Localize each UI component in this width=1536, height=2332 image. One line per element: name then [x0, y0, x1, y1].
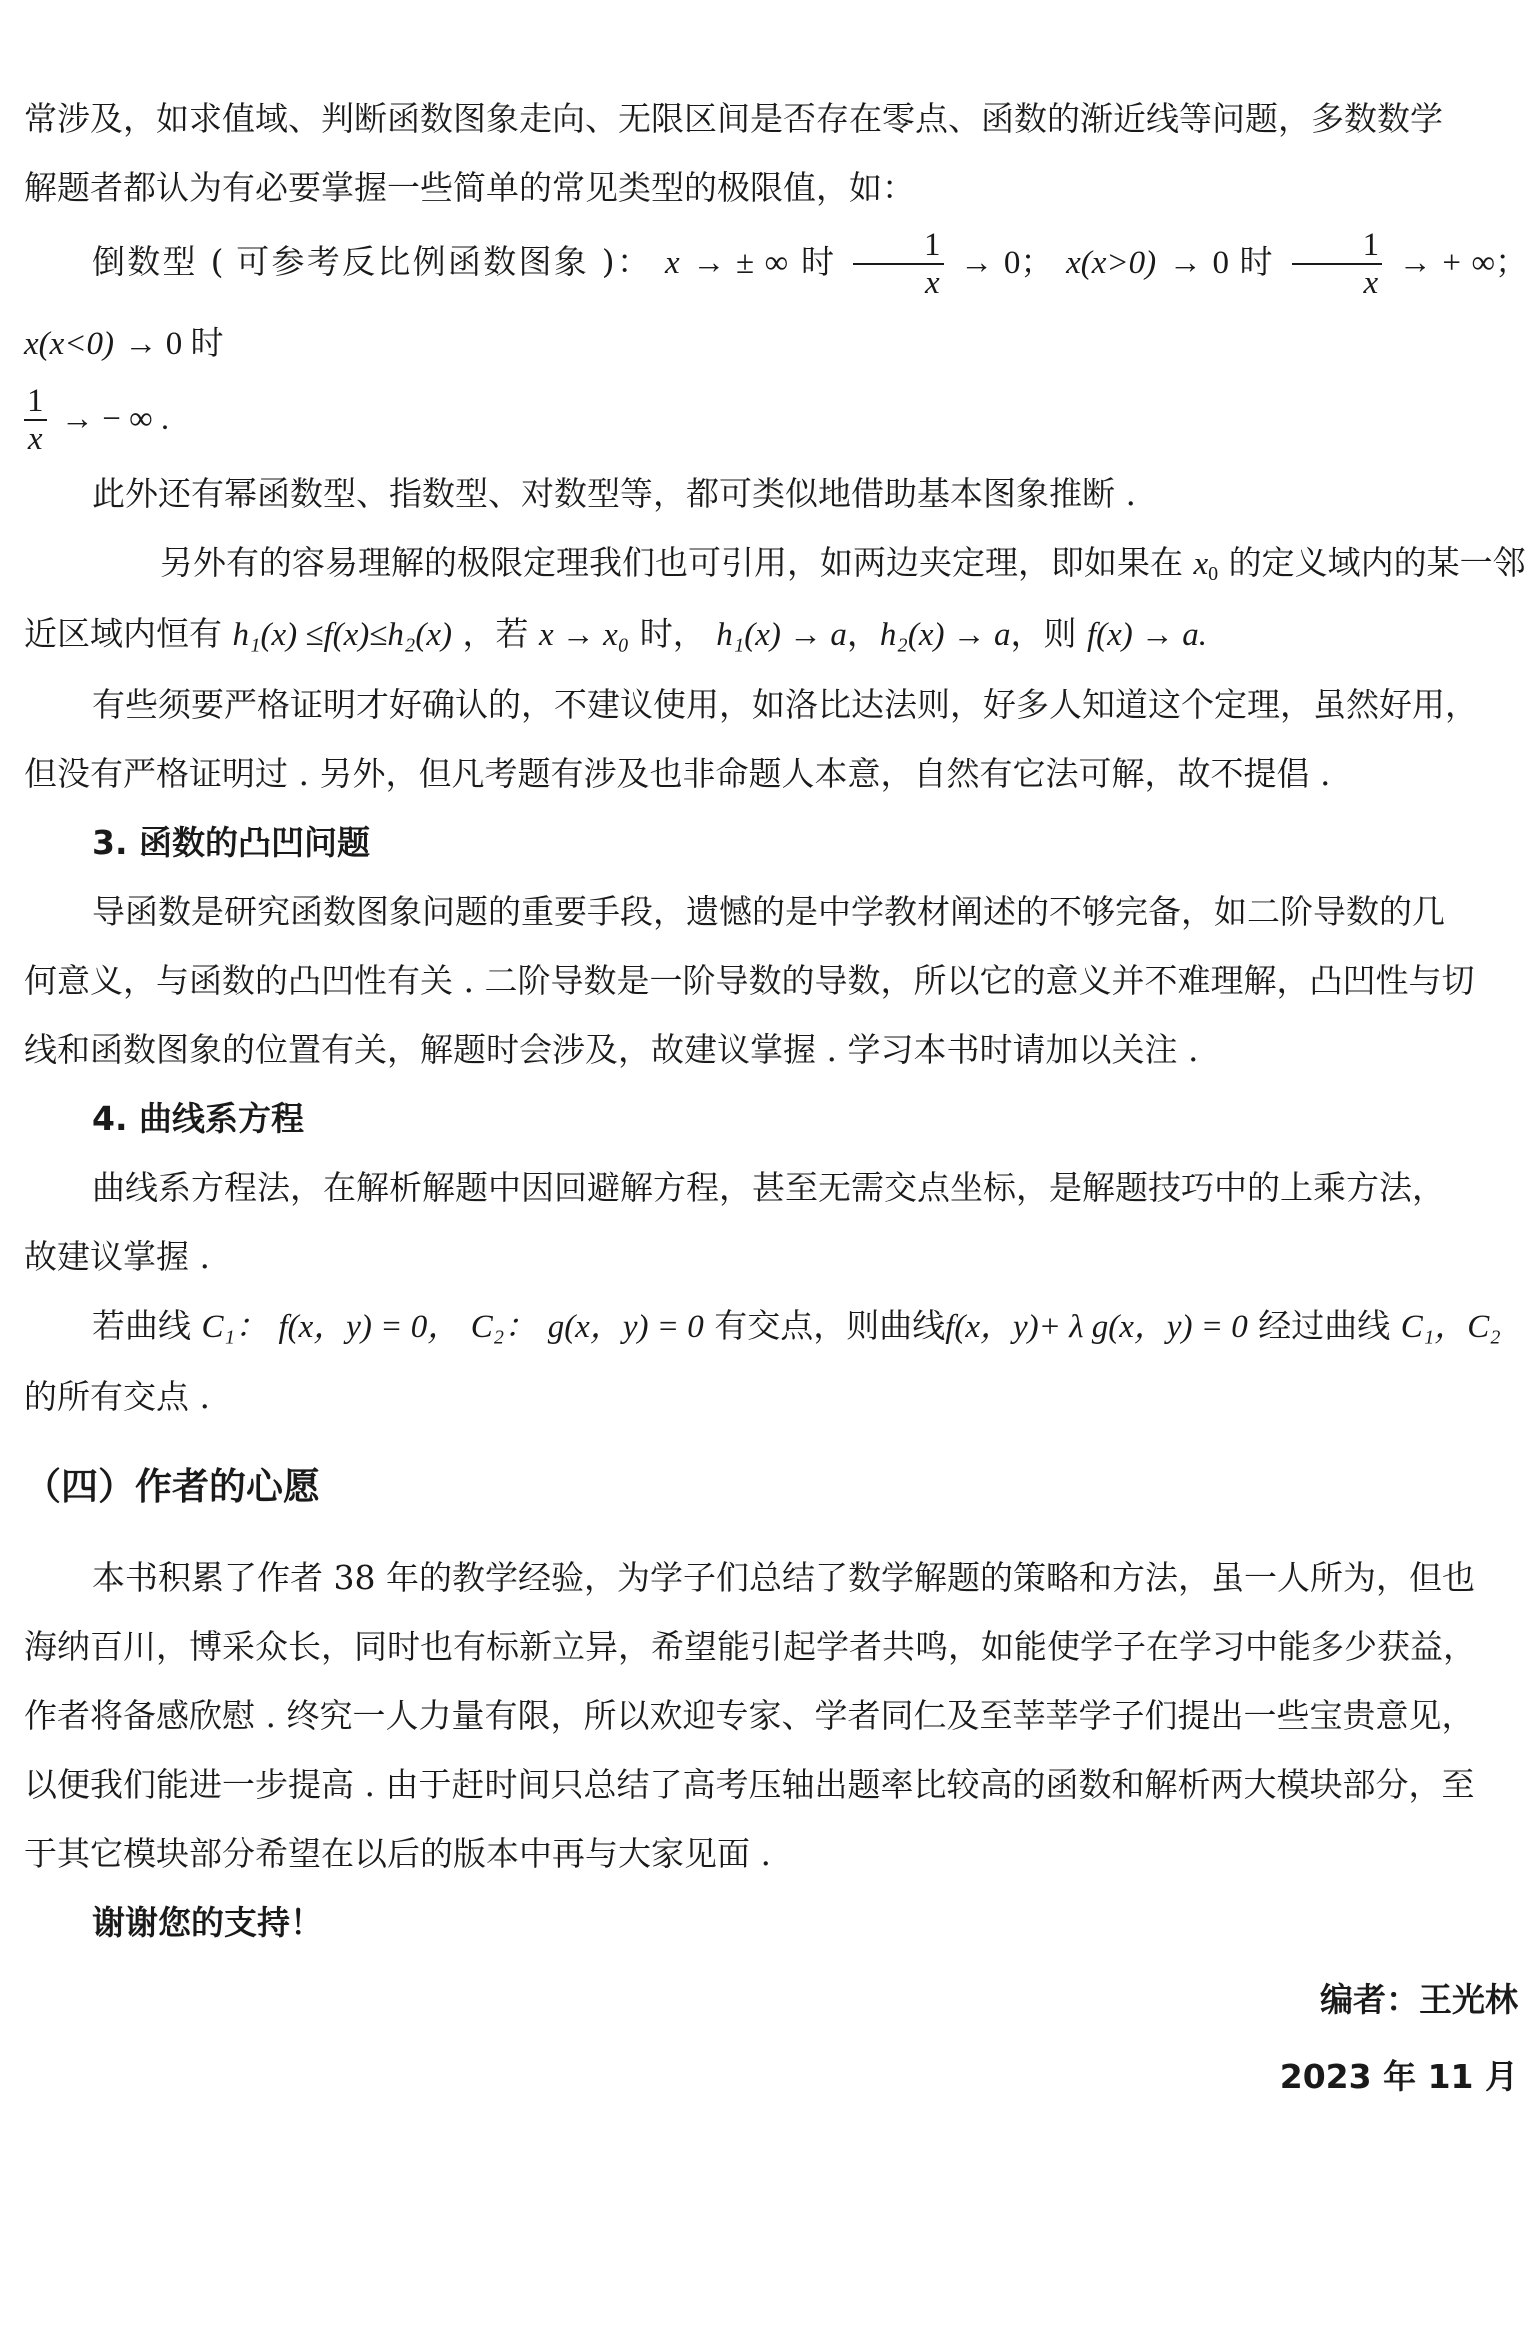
- fraction-denominator: x: [1363, 265, 1379, 301]
- thanks-line: 谢谢您的支持！: [92, 1903, 323, 1942]
- text-line: 以便我们能进一步提高 . 由于赶时间只总结了高考压轴出题率比较高的函数和解析两大模块部分，至: [24, 1765, 1475, 1804]
- fraction-numerator: 1: [1292, 227, 1383, 265]
- fraction-one-over-x: [24, 383, 47, 457]
- fraction-numerator: 1: [853, 227, 944, 265]
- text-span: 若曲线: [92, 1306, 191, 1345]
- fraction-denominator: x: [924, 265, 940, 301]
- text-span: 有交点，则曲线: [714, 1306, 946, 1345]
- text-line: 的所有交点 .: [24, 1377, 210, 1416]
- math-condition: x → x₀: [538, 617, 630, 653]
- text-line: [24, 1291, 1528, 1362]
- math-inequality: h₁(x) ≤f(x)≤h₂(x): [232, 617, 452, 653]
- math-f-limit: f(x) → a.: [1086, 617, 1208, 653]
- text-line: 作者将备感欣慰 . 终究一人力量有限，所以欢迎专家、学者同仁及至莘莘学子们提出一些宝贵意见，: [24, 1696, 1475, 1735]
- text-span: 时，: [639, 614, 706, 653]
- reciprocal-lead: 倒数型 ( 可参考反比例函数图象 )：: [92, 242, 653, 281]
- curve-family-paragraph: [24, 1291, 1528, 1431]
- squeeze-paragraph: [24, 528, 1528, 670]
- text-line: 有些须要严格证明才好确认的，不建议使用，如洛比达法则，好多人知道这个定理，虽然好用，: [92, 685, 1478, 724]
- fraction-denominator: x: [27, 421, 43, 457]
- text-when: 时: [800, 242, 837, 281]
- text-line: [24, 528, 1528, 599]
- math-c1: C₁：: [201, 1309, 268, 1345]
- text-span: 近区域内恒有: [24, 614, 222, 653]
- text-line: 本书积累了作者 38 年的教学经验，为学子们总结了数学解题的策略和方法，虽一人所为，但也: [92, 1558, 1475, 1597]
- text-line: 海纳百川，博采众长，同时也有标新立异，希望能引起学者共鸣，如能使学子在学习中能多少获益，: [24, 1627, 1476, 1666]
- intro-paragraph: [24, 84, 1528, 222]
- section-wish-heading: （四）作者的心愿: [24, 1465, 320, 1508]
- editor-signature: 编者：王光林: [1320, 1980, 1518, 2019]
- text-line: 线和函数图象的位置有关，解题时会涉及，故建议掌握 . 学习本书时请加以关注 .: [24, 1030, 1199, 1069]
- document-page: [24, 84, 1528, 2111]
- lhopital-paragraph: [24, 670, 1528, 808]
- fraction-numerator: 1: [24, 383, 47, 421]
- text-span: ，若: [462, 614, 529, 653]
- text-span: ，则: [1010, 614, 1077, 653]
- date-line: 2023 年 11 月: [1279, 2057, 1518, 2096]
- math-equation-g: g(x，y) = 0: [547, 1309, 704, 1345]
- math-x0: [1193, 546, 1219, 585]
- math-x: x: [665, 245, 680, 281]
- section-4-paragraph: [24, 1153, 1528, 1291]
- text-line: 导函数是研究函数图象问题的重要手段，遗憾的是中学教材阐述的不够完备，如二阶导数的几: [92, 892, 1445, 931]
- math-to-zero: → 0；: [960, 245, 1054, 281]
- math-equation-f: f(x，y) = 0，: [278, 1309, 461, 1345]
- reciprocal-limits-cont: [24, 378, 1528, 459]
- fraction-one-over-x: [1292, 227, 1383, 301]
- reciprocal-limits: [24, 222, 1528, 384]
- math-to-plus-infinity: → + ∞；: [1398, 245, 1529, 281]
- text-line: 于其它模块部分希望在以后的版本中再与大家见面 .: [24, 1834, 771, 1873]
- others-paragraph: 此外还有幂函数型、指数型、对数型等，都可类似地借助基本图象推断 .: [92, 474, 1136, 513]
- text-line: 故建议掌握 .: [24, 1237, 210, 1276]
- text-span: ，: [846, 614, 880, 653]
- math-c1-c2: C₁，C₂: [1400, 1309, 1501, 1345]
- math-equation-family: f(x，y)+ λ g(x，y) = 0: [945, 1309, 1248, 1345]
- text-span: 的定义域内的某一邻: [1228, 543, 1526, 582]
- text-span: 经过曲线: [1258, 1306, 1391, 1345]
- math-var: x: [1193, 546, 1209, 582]
- math-h1-limit: h₁(x) → a: [716, 617, 847, 653]
- text-line: 曲线系方程法，在解析解题中因回避解方程，甚至无需交点坐标，是解题技巧中的上乘方法，: [92, 1168, 1445, 1207]
- section-3-heading: 3. 函数的凸凹问题: [92, 823, 370, 862]
- math-to-zero-when: → 0 时: [124, 326, 224, 362]
- fraction-one-over-x: [853, 227, 944, 301]
- math-arrow: → ± ∞: [692, 245, 789, 281]
- math-x-positive: x(x>0): [1066, 245, 1157, 281]
- math-subscript: 0: [1208, 563, 1219, 585]
- section-4-heading: 4. 曲线系方程: [92, 1099, 304, 1138]
- math-to-minus-infinity: → − ∞ .: [61, 401, 170, 437]
- math-c2: C₂：: [470, 1309, 538, 1345]
- section-3-paragraph: [24, 877, 1528, 1084]
- text-line: [24, 599, 1528, 670]
- math-h2-limit: h₂(x) → a: [879, 617, 1011, 653]
- math-to-zero-when: → 0 时: [1168, 245, 1275, 281]
- text-line: 常涉及，如求值域、判断函数图象走向、无限区间是否存在零点、函数的渐近线等问题，多数数学: [24, 99, 1443, 138]
- text-line: 但没有严格证明过 . 另外，但凡考题有涉及也非命题人本意，自然有它法可解，故不提倡 .: [24, 754, 1331, 793]
- text-line: 何意义，与函数的凸凹性有关 . 二阶导数是一阶导数的导数，所以它的意义并不难理解，凸凹性与切: [24, 961, 1475, 1000]
- wish-paragraph: [24, 1543, 1528, 1888]
- math-x-negative: x(x<0): [24, 326, 115, 362]
- text-line: 解题者都认为有必要掌握一些简单的常见类型的极限值，如：: [24, 168, 915, 207]
- text-span: 另外有的容易理解的极限定理我们也可引用，如两边夹定理，即如果在: [160, 543, 1183, 582]
